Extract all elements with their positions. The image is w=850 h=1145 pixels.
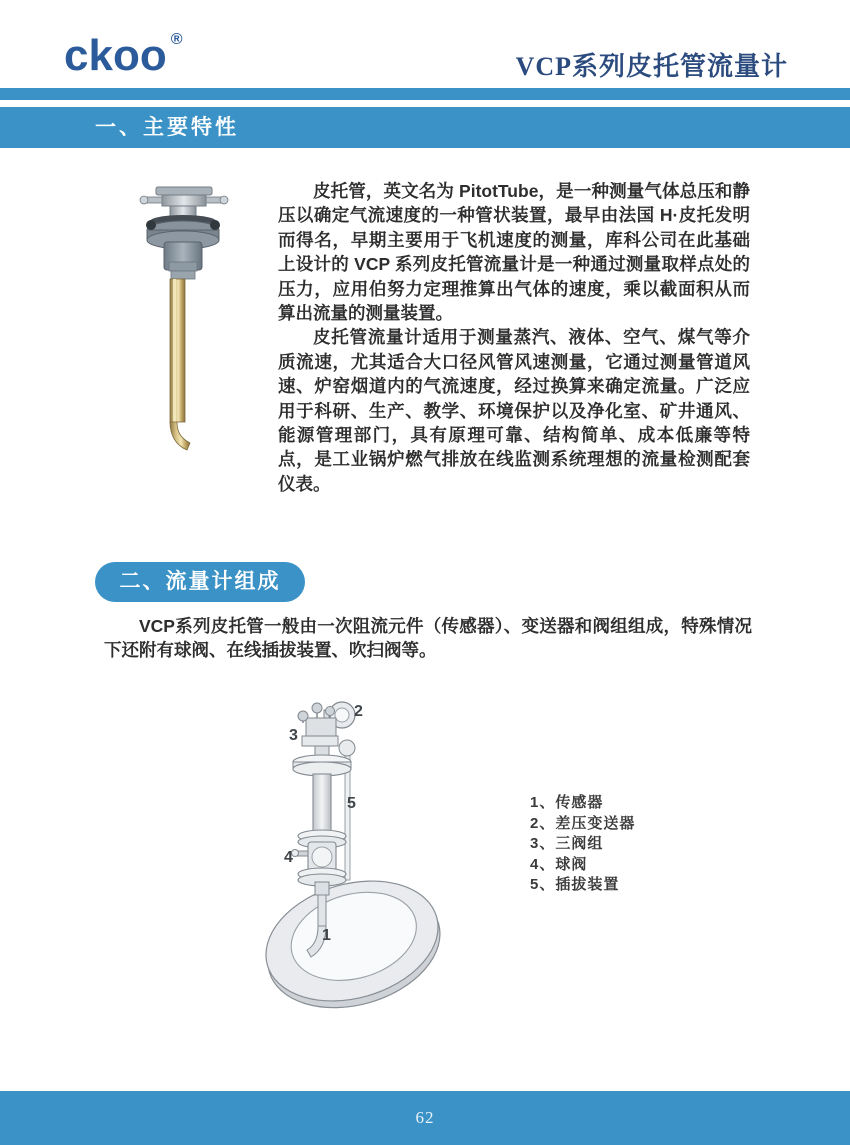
composition-intro-paragraph: VCP系列皮托管一般由一次阻流元件（传感器）、变送器和阀组组成，特殊情况下还附有球阀、在线插拔装置、吹扫阀等。 xyxy=(104,616,752,661)
legend-item-dp-transmitter: 2、差压变送器 xyxy=(530,814,636,832)
brand-logo-text: ckoo xyxy=(64,31,167,80)
legend-item-insertion-device: 5、插拔装置 xyxy=(530,876,620,893)
diagram-callout-3: 3 xyxy=(289,727,298,744)
pitot-tube-photo xyxy=(106,172,268,464)
section-composition-heading: 二、流量计组成 xyxy=(119,570,281,593)
registered-trademark-icon: ® xyxy=(170,31,183,48)
features-text-block xyxy=(278,179,750,496)
diagram-callout-5: 5 xyxy=(347,795,356,812)
composition-text-block xyxy=(104,614,752,663)
legend-item-three-valve-manifold: 3、三阀组 xyxy=(530,835,604,852)
diagram-callout-2: 2 xyxy=(354,703,363,720)
footer-bar xyxy=(0,1091,850,1145)
feature-paragraph-2: 皮托管流量计适用于测量蒸汽、液体、空气、煤气等介质流速，尤其适合大口径风管风速测量，它通过测量管道风速、炉窑烟道内的气流速度，经过换算来确定流量。广泛应用于科研、生产、教学、环境保护以及净化室、矿井通风、能源管理部门，具有原理可靠、结构简单、成本低廉等特点，是工业锅炉燃气排放在线监测系统理想的流量检测配套仪表。 xyxy=(278,327,750,494)
page-number: 62 xyxy=(415,1108,435,1127)
legend-item-sensor: 1、传感器 xyxy=(530,794,604,811)
section-features-heading: 一、主要特性 xyxy=(95,116,239,139)
diagram-legend xyxy=(530,795,635,898)
flowmeter-assembly-diagram xyxy=(250,690,510,1020)
brand-logo xyxy=(64,32,183,78)
section-features-bar xyxy=(0,107,850,148)
section-composition-pill xyxy=(95,562,305,602)
legend-item-ball-valve: 4、球阀 xyxy=(530,855,588,873)
diagram-callout-1: 1 xyxy=(322,927,331,944)
diagram-callout-4: 4 xyxy=(284,849,293,866)
document-title: VCP系列皮托管流量计 xyxy=(515,52,788,81)
feature-paragraph-1: 皮托管，英文名为 PitotTube，是一种测量气体总压和静压以确定气流速度的一种管状装置，最早由法国 H·皮托发明而得名，早期主要用于飞机速度的测量，库科公司在此基础上设计的 VCP 系列皮托管流量计是一种通过测量取样点处的压力，应用伯努力定理推算出气体的速度，乘以截面积从而算出流量的测量装置。 xyxy=(278,181,750,324)
header-divider-bar xyxy=(0,88,850,100)
